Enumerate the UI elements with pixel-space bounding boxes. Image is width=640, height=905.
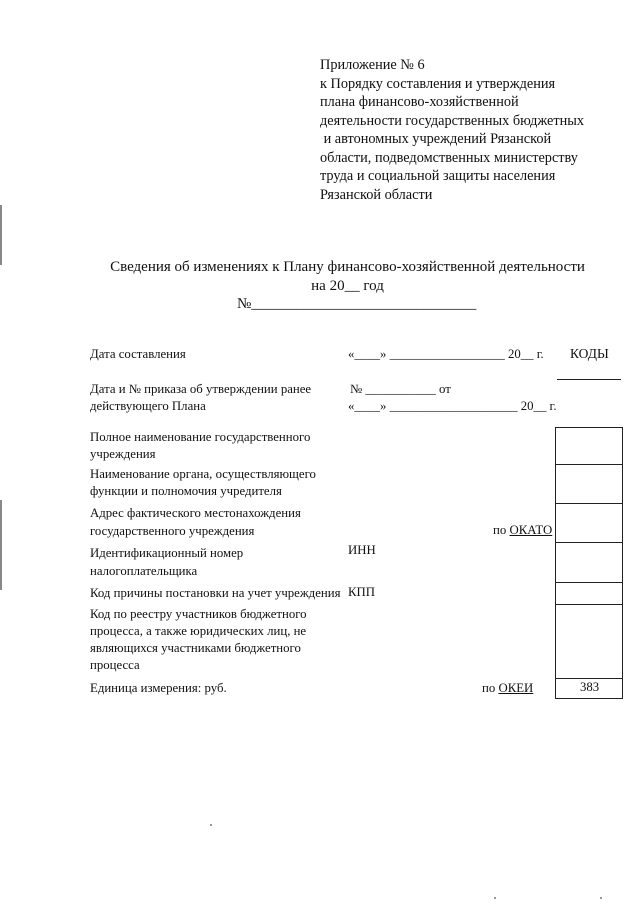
organ-label-1: Наименование органа, осуществляющего	[90, 467, 316, 481]
document-number: №______________________________	[237, 296, 477, 312]
order-number-field: № ___________ от	[350, 382, 451, 396]
scan-speck	[600, 897, 602, 899]
codes-divider	[555, 542, 623, 543]
order-label-1: Дата и № приказа об утверждении ранее	[90, 382, 312, 396]
full-name-label-2: учреждения	[90, 447, 156, 461]
appendix-line: деятельности государственных бюджетных	[320, 112, 585, 129]
full-name-label-1: Полное наименование государственного	[90, 430, 311, 444]
okei-code-value: 383	[580, 680, 600, 694]
codes-divider	[555, 503, 623, 504]
scan-speck	[494, 897, 496, 899]
okato-prefix: по	[493, 523, 510, 537]
okei-label	[482, 681, 533, 696]
registry-label-2: процесса, а также юридических лиц, не	[90, 624, 307, 638]
organ-label-2: функции и полномочия учредителя	[90, 484, 282, 498]
registry-label-1: Код по реестру участников бюджетного	[90, 607, 307, 621]
okei-prefix: по	[482, 681, 499, 695]
document-title: Сведения об изменениях к Плану финансово-хозяйственной деятельности	[110, 259, 585, 275]
kpp-field: КПП	[348, 585, 376, 599]
address-label-1: Адрес фактического местонахождения	[90, 506, 301, 520]
codes-column	[555, 427, 623, 699]
codes-divider	[555, 582, 623, 583]
date-label: Дата составления	[90, 347, 186, 361]
codes-divider	[555, 678, 623, 679]
appendix-line: области, подведомственных министерству	[320, 149, 578, 166]
okato-code-label: ОКАТО	[509, 523, 553, 537]
inn-field: ИНН	[348, 543, 376, 557]
appendix-line: к Порядку составления и утверждения	[320, 75, 556, 92]
address-label-2: государственного учреждения	[90, 524, 255, 538]
date-field: «____» __________________ 20__ г.	[348, 347, 544, 361]
appendix-block	[320, 56, 584, 204]
kpp-label: Код причины постановки на учет учреждения	[90, 586, 341, 600]
appendix-line: и автономных учреждений Рязанской	[320, 131, 552, 147]
scan-edge-mark	[0, 500, 2, 590]
scan-speck	[210, 824, 212, 826]
appendix-line: Приложение № 6	[320, 57, 425, 73]
appendix-line: труда и социальной защиты населения	[320, 168, 556, 184]
codes-divider	[555, 604, 623, 605]
order-label-2: действующего Плана	[90, 399, 206, 413]
appendix-line: Рязанской области	[320, 186, 433, 203]
registry-label-4: процесса	[90, 658, 140, 672]
okei-code-label: ОКЕИ	[498, 681, 534, 695]
inn-label-2: налогоплательщика	[90, 564, 198, 578]
codes-divider	[557, 379, 621, 380]
okato-label	[493, 523, 552, 538]
appendix-line: плана финансово-хозяйственной	[320, 94, 519, 110]
codes-label: КОДЫ	[570, 346, 609, 361]
inn-label-1: Идентификационный номер	[90, 546, 244, 560]
order-date-field: «____» ____________________ 20__ г.	[348, 399, 557, 413]
document-year: на 20__ год	[311, 278, 384, 294]
scan-edge-mark	[0, 205, 2, 265]
codes-divider	[555, 464, 623, 465]
unit-label: Единица измерения: руб.	[90, 681, 227, 695]
registry-label-3: являющихся участниками бюджетного	[90, 641, 301, 655]
